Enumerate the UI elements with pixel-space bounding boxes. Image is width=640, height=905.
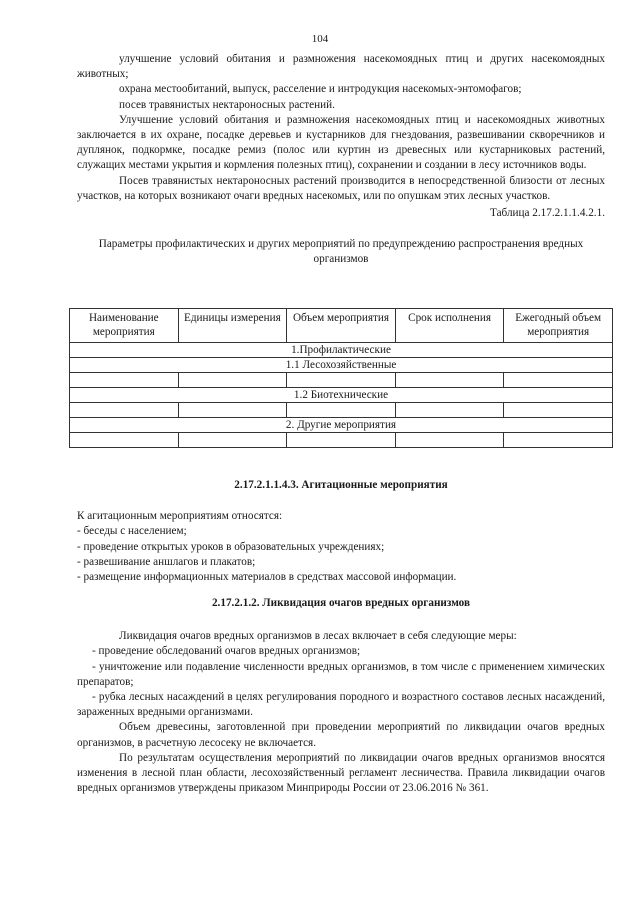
- list-item: - размещение информационных материалов в средствах массовой информации.: [77, 571, 457, 584]
- table-section-row: [70, 418, 613, 433]
- list-item: - уничтожение или подавление численности вредных организмов, в том числе с применением химических препаратов;: [77, 660, 605, 688]
- table-label: Таблица 2.17.2.1.1.4.2.1.: [490, 207, 605, 220]
- paragraph: К агитационным мероприятиям относятся:: [77, 510, 283, 523]
- table-row: [70, 373, 613, 388]
- section-cell: 1.1 Лесохозяйственные: [70, 358, 613, 373]
- list-item: - рубка лесных насаждений в целях регулирования породного и возрастного составов лесных насаждений, зараженных вредными организмами.: [77, 691, 605, 719]
- list-item: - беседы с населением;: [77, 525, 187, 538]
- paragraph: охрана местообитаний, выпуск, расселение и интродукция насекомых-энтомофагов;: [119, 83, 522, 96]
- column-header: Ежегодный объем мероприятия: [504, 309, 613, 343]
- paragraph: Улучшение условий обитания и размножения насекомоядных птиц и насекомоядных животных заключается в их охране, посадке деревьев и кустарников для гнездования, развешивании скворечников и дуплянок, подкормке, посадке ремиз (полос или куртин из древесных или кустарниковых растений, служащих местами укрытия и кормления полезных птиц), сохранении и создании в лесу источников воды.: [77, 113, 605, 172]
- table-cell: [504, 433, 613, 448]
- list-item: - проведение открытых уроков в образовательных учреждениях;: [77, 540, 385, 553]
- table-row: [70, 403, 613, 418]
- table-caption: Параметры профилактических и других мероприятий по предупреждению распространения вредных организмов: [98, 238, 584, 266]
- paragraph: посев травянистых нектароносных растений.: [119, 98, 335, 111]
- paragraph: По результатам осуществления мероприятий по ликвидации очагов вредных организмов вносятся изменения в лесной план области, лесохозяйственный регламент лесничества. Правила ликвидации очагов вредных организмов утверждены приказом Минприроды России от 23.06.2016 № 361.: [77, 751, 605, 795]
- list-item: - развешивание аншлагов и плакатов;: [77, 555, 256, 568]
- column-header: Единицы измерения: [178, 309, 287, 343]
- table-cell: [178, 433, 287, 448]
- table-cell: [70, 433, 179, 448]
- column-header: Объем мероприятия: [287, 309, 396, 343]
- column-header: Наименование мероприятия: [70, 309, 179, 343]
- paragraph: Ликвидация очагов вредных организмов в лесах включает в себя следующие меры:: [119, 630, 517, 643]
- agitation-section: [77, 478, 605, 585]
- table-cell: [395, 373, 504, 388]
- table-cell: [504, 403, 613, 418]
- table-cell: [504, 373, 613, 388]
- section-heading: 2.17.2.1.2. Ликвидация очагов вредных организмов: [211, 597, 471, 609]
- table-cell: [178, 373, 287, 388]
- liquidation-section: [77, 596, 605, 796]
- table-section-row: [70, 343, 613, 358]
- list-item: - проведение обследований очагов вредных организмов;: [92, 645, 361, 658]
- table-cell: [70, 403, 179, 418]
- table-cell: [287, 403, 396, 418]
- page-number: 104: [311, 33, 329, 45]
- table-cell: [178, 403, 287, 418]
- table-cell: [70, 373, 179, 388]
- column-header: Срок исполнения: [395, 309, 504, 343]
- paragraph: Посев травянистых нектароносных растений производится в непосредственной близости от лесных участков, на которых возникают очаги вредных насекомых, или по опушкам этих лесных участков.: [77, 174, 605, 202]
- table-cell: [287, 373, 396, 388]
- table-row: [70, 433, 613, 448]
- table-cell: [287, 433, 396, 448]
- section-cell: 1.Профилактические: [70, 343, 613, 358]
- top-text-block: [77, 52, 605, 268]
- table-header-row: [70, 309, 613, 343]
- paragraph: улучшение условий обитания и размножения насекомоядных птиц и других насекомоядных животных;: [77, 53, 605, 81]
- table-section-row: [70, 358, 613, 373]
- parameters-table: [69, 308, 613, 448]
- table-section-row: [70, 388, 613, 403]
- table-cell: [395, 403, 504, 418]
- section-cell: 2. Другие мероприятия: [70, 418, 613, 433]
- paragraph: Объем древесины, заготовленной при проведении мероприятий по ликвидации очагов вредных организмов, в расчетную лесосеку не включается.: [77, 721, 605, 749]
- table-cell: [395, 433, 504, 448]
- section-heading: 2.17.2.1.1.4.3. Агитационные мероприятия: [234, 479, 448, 491]
- section-cell: 1.2 Биотехнические: [70, 388, 613, 403]
